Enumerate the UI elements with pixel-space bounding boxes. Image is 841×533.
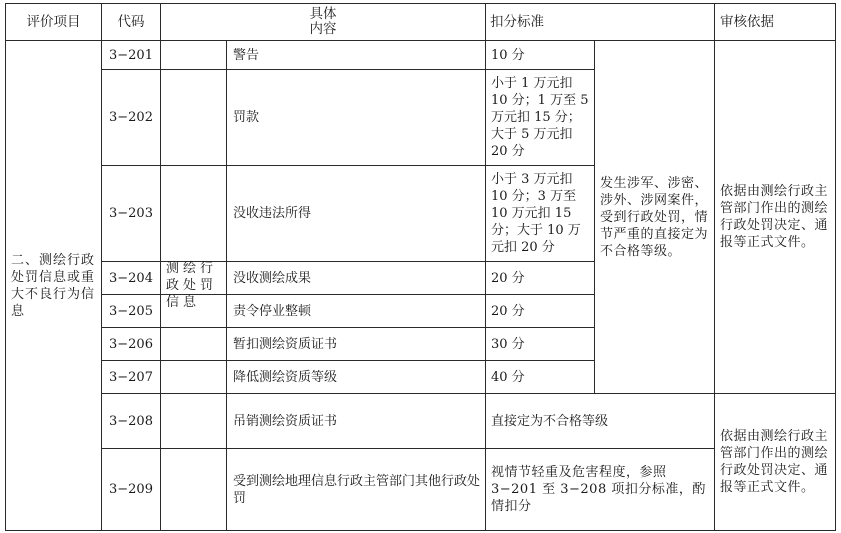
row-code: 3−206 xyxy=(109,336,153,352)
basis-lower: 依据由测绘行政主管部门作出的测绘行政处罚决定、通报等正式文件。 xyxy=(720,429,829,495)
rule xyxy=(714,3,715,531)
severe-violation-note: 发生涉军、涉密、涉外、涉网案件，受到行政处罚，情节严重的直接定为不合格等级。 xyxy=(600,175,709,259)
row-deduction: 30 分 xyxy=(491,336,525,352)
row-deduction: 40 分 xyxy=(491,369,525,385)
row-deduction: 小于 1 万元扣 10 分；1 万至 5 万元扣 15 分； 大于 5 万元扣 20 分 xyxy=(491,76,589,159)
row-code: 3−207 xyxy=(109,369,153,385)
row-content: 吊销测绘资质证书 xyxy=(233,413,338,429)
rule xyxy=(226,40,227,531)
rule xyxy=(5,3,6,531)
row-content: 暂扣测绘资质证书 xyxy=(233,336,338,352)
rule xyxy=(594,40,595,394)
header-standard: 扣分标准 xyxy=(490,13,544,30)
row-content: 没收测绘成果 xyxy=(233,270,312,286)
rule xyxy=(5,530,836,531)
row-deduction: 10 分 xyxy=(491,47,525,63)
row-deduction: 视情节轻重及危害程度，参照 3−201 至 3−208 项扣分标准，酌情扣分 xyxy=(491,465,706,514)
row-deduction: 20 分 xyxy=(491,303,525,319)
row-code: 3−209 xyxy=(109,482,153,497)
rule xyxy=(835,3,836,531)
row-content: 没收违法所得 xyxy=(233,206,312,221)
header-content: 具体 内容 xyxy=(309,6,337,37)
row-code: 3−205 xyxy=(109,303,153,319)
basis-upper: 依据由测绘行政主管部门作出的测绘行政处罚决定、通报等正式文件。 xyxy=(720,184,829,250)
header-basis: 审核依据 xyxy=(720,13,774,30)
row-code: 3−208 xyxy=(109,413,153,429)
row-code: 3−204 xyxy=(109,270,153,286)
row-content: 责令停业整顿 xyxy=(233,303,312,319)
row-code: 3−203 xyxy=(109,206,153,221)
row-content: 降低测绘资质等级 xyxy=(233,369,338,385)
row-content: 受到测绘地理信息行政主管部门其他行政处罚 xyxy=(233,473,481,506)
row-content: 罚款 xyxy=(233,110,260,125)
category-label: 二、测绘行政处罚信息或重大不良行为信息 xyxy=(11,252,96,319)
header-code: 代码 xyxy=(117,13,145,30)
rule xyxy=(160,3,161,531)
row-code: 3−202 xyxy=(109,110,153,125)
row-code: 3−201 xyxy=(109,47,153,63)
row-deduction: 20 分 xyxy=(491,270,525,286)
row-deduction: 小于 3 万元扣 10 分；3 万至 10 万元扣 15 分；大于 10 万 元扣 20 分 xyxy=(491,172,581,255)
row-deduction: 直接定为不合格等级 xyxy=(491,413,609,429)
row-content: 警告 xyxy=(233,47,260,63)
rule xyxy=(485,3,486,531)
subcategory-label: 测绘行政处罚信息 xyxy=(166,261,218,310)
header-item: 评价项目 xyxy=(26,13,81,30)
